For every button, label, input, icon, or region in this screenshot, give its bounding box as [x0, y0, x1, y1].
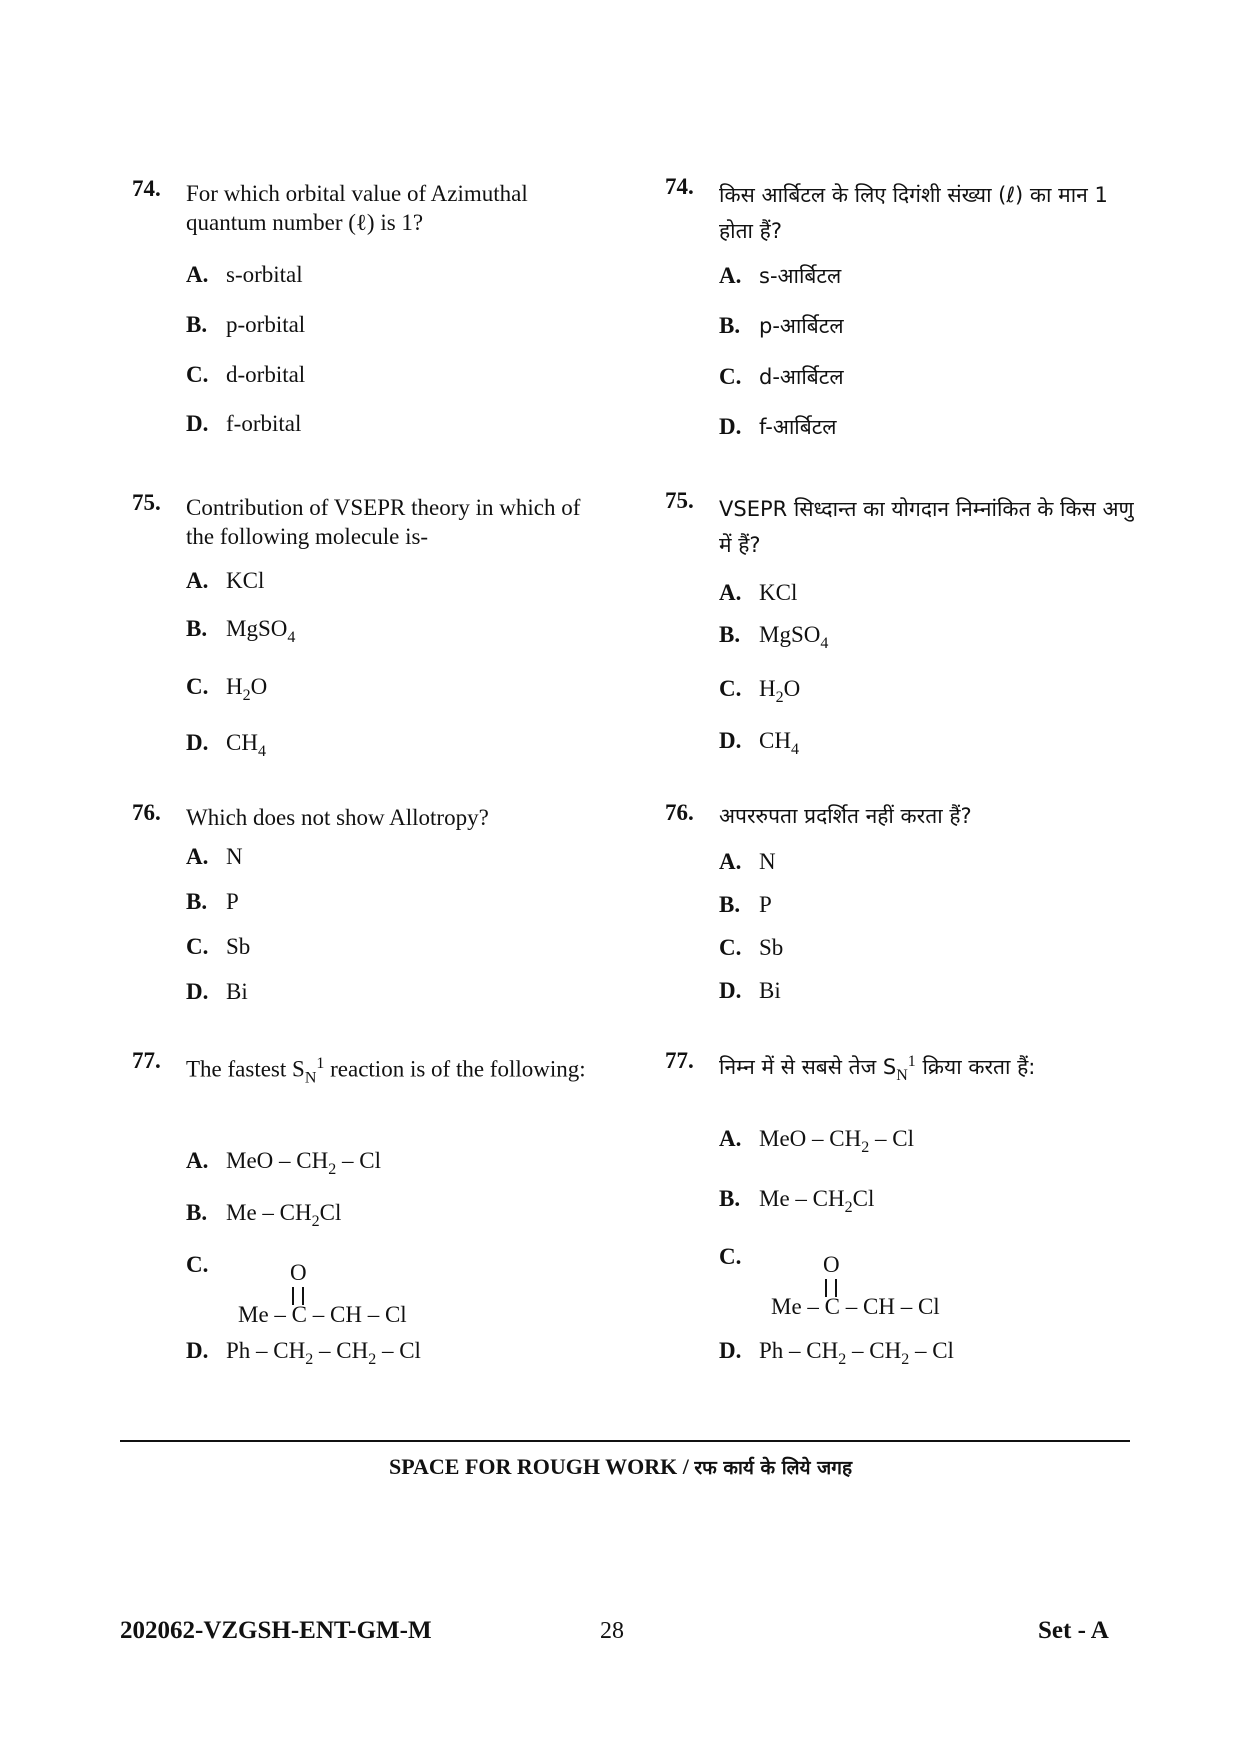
subscript: 2	[311, 1213, 320, 1230]
subscript: 2	[368, 1351, 377, 1368]
option-text: MeO – CH	[759, 1126, 862, 1151]
option-c	[719, 1244, 759, 1270]
option-text-mid: – CH	[313, 1338, 369, 1363]
option-text: N	[759, 849, 776, 874]
option-d	[186, 411, 301, 437]
structure-c	[771, 1252, 971, 1322]
subscript: N	[304, 1069, 317, 1087]
option-letter: B.	[719, 313, 741, 338]
option-letter: A.	[719, 1126, 742, 1151]
option-c	[186, 934, 250, 960]
structure-line: Me – C – CH – Cl	[238, 1302, 407, 1327]
option-text: KCl	[226, 568, 265, 593]
divider-line	[120, 1440, 1130, 1442]
option-d	[186, 730, 266, 761]
option-letter: A.	[719, 263, 742, 288]
option-b	[186, 312, 305, 338]
page-number: 28	[600, 1618, 624, 1644]
option-text-post: O	[783, 676, 801, 701]
option-text: MeO – CH	[226, 1148, 329, 1173]
subscript: 4	[257, 743, 266, 760]
superscript: 1	[316, 1055, 325, 1072]
option-letter: C.	[719, 676, 742, 701]
option-text: f-आर्बिटल	[759, 415, 837, 439]
option-c	[719, 935, 783, 961]
option-a	[719, 849, 776, 875]
question-text-post: क्रिया करता हैं:	[915, 1055, 1036, 1079]
option-b	[719, 312, 844, 340]
option-text-post: Cl	[319, 1200, 342, 1225]
option-letter: C.	[186, 674, 209, 699]
option-letter: B.	[719, 892, 741, 917]
option-text: d-orbital	[226, 362, 306, 387]
option-text: H	[759, 676, 776, 701]
option-a	[186, 1148, 381, 1179]
oxygen-atom: O	[290, 1260, 307, 1285]
question-text: Contribution of VSEPR theory in which of the following molecule is-	[186, 495, 581, 549]
option-a	[719, 1126, 914, 1157]
question-text: अपररुपता प्रदर्शित नहीं करता हैं?	[719, 804, 972, 828]
question-number: 77.	[132, 1048, 161, 1073]
option-d	[719, 413, 837, 441]
option-c	[186, 1252, 226, 1278]
option-letter: A.	[186, 262, 209, 287]
question-text: किस आर्बिटल के लिए दिगंशी संख्या (ℓ) का मान 1 होता हैं?	[719, 183, 1108, 243]
subscript: 4	[790, 741, 799, 758]
option-letter: D.	[719, 414, 742, 439]
option-text-mid: – CH	[846, 1338, 902, 1363]
option-text: CH	[226, 730, 258, 755]
option-d	[719, 1338, 954, 1369]
option-a	[186, 568, 264, 594]
question-number: 75.	[665, 488, 694, 513]
option-letter: D.	[186, 730, 209, 755]
question-number: 77.	[665, 1048, 694, 1073]
option-text: f-orbital	[226, 411, 302, 436]
option-letter: A.	[186, 844, 209, 869]
option-d	[186, 1338, 421, 1369]
option-letter: C.	[719, 935, 742, 960]
question-number: 74.	[665, 174, 694, 199]
subscript: 2	[242, 687, 251, 704]
option-letter: B.	[186, 889, 208, 914]
subscript: 2	[305, 1351, 314, 1368]
option-text: MgSO	[759, 622, 821, 647]
option-letter: D.	[719, 1338, 742, 1363]
subscript: 2	[328, 1161, 337, 1178]
subscript: 2	[901, 1351, 910, 1368]
option-letter: A.	[186, 568, 209, 593]
option-letter: D.	[186, 1338, 209, 1363]
option-d	[719, 728, 799, 759]
subscript: 2	[861, 1139, 870, 1156]
rough-work-en: SPACE FOR ROUGH WORK /	[388, 1454, 695, 1479]
option-text-post: – Cl	[336, 1148, 381, 1173]
option-letter: A.	[719, 849, 742, 874]
option-letter: C.	[186, 362, 209, 387]
question-text-post: reaction is of the following:	[324, 1056, 586, 1082]
option-text: Bi	[226, 979, 248, 1004]
option-text-post: Cl	[852, 1186, 875, 1211]
option-letter: A.	[186, 1148, 209, 1173]
option-text: p-orbital	[226, 312, 306, 337]
option-text: Me – CH	[759, 1186, 845, 1211]
option-b	[719, 622, 828, 653]
option-text-post: – Cl	[909, 1338, 954, 1363]
superscript: 1	[907, 1053, 916, 1070]
question-number: 76.	[665, 800, 694, 825]
option-text: P	[759, 892, 772, 917]
structure-c	[238, 1260, 438, 1330]
option-c	[186, 674, 267, 705]
question-text: For which orbital value of Azimuthal quantum number (ℓ) is 1?	[186, 181, 528, 235]
option-c	[719, 676, 800, 707]
subscript: 4	[820, 635, 829, 652]
option-letter: C.	[186, 934, 209, 959]
option-d	[186, 979, 248, 1005]
option-letter: B.	[186, 312, 208, 337]
structure-line: Me – C – CH – Cl	[771, 1294, 940, 1319]
question-text: Which does not show Allotropy?	[186, 805, 489, 830]
option-a	[719, 262, 841, 290]
option-text: Ph – CH	[759, 1338, 839, 1363]
subscript: 4	[287, 629, 296, 646]
rough-work-label	[0, 1454, 1241, 1480]
option-text: H	[226, 674, 243, 699]
subscript: N	[896, 1067, 908, 1084]
set-label: Set - A	[1038, 1617, 1109, 1644]
option-b	[186, 616, 295, 647]
oxygen-atom: O	[823, 1252, 840, 1277]
question-text-pre: The fastest S	[186, 1056, 305, 1082]
option-letter: D.	[186, 979, 209, 1004]
option-text: Sb	[759, 935, 784, 960]
subscript: 2	[844, 1199, 853, 1216]
option-letter: B.	[719, 622, 741, 647]
option-letter: B.	[186, 616, 208, 641]
option-letter: B.	[719, 1186, 741, 1211]
option-letter: D.	[186, 411, 209, 436]
option-text: P	[226, 889, 239, 914]
option-text: N	[226, 844, 243, 869]
question-text: VSEPR सिध्दान्त का योगदान निम्नांकित के किस अणु में हैं?	[719, 497, 1134, 557]
option-text-post: O	[250, 674, 268, 699]
option-c	[186, 362, 305, 388]
option-a	[719, 580, 797, 606]
option-letter: B.	[186, 1200, 208, 1225]
option-text: KCl	[759, 580, 798, 605]
option-a	[186, 262, 303, 288]
option-b	[186, 889, 239, 915]
option-c	[719, 363, 844, 391]
option-text-post: – Cl	[376, 1338, 421, 1363]
subscript: 2	[838, 1351, 847, 1368]
option-text: MgSO	[226, 616, 288, 641]
option-text: CH	[759, 728, 791, 753]
question-text	[719, 1044, 1139, 1094]
question-text-pre: निम्न में से सबसे तेज S	[719, 1055, 897, 1079]
rough-work-hi: रफ कार्य के लिये जगह	[694, 1457, 853, 1479]
option-b	[719, 892, 772, 918]
question-number: 74.	[132, 176, 161, 201]
option-text: Bi	[759, 978, 781, 1003]
option-letter: D.	[719, 728, 742, 753]
option-letter: A.	[719, 580, 742, 605]
question-text	[186, 1042, 606, 1101]
option-a	[186, 844, 243, 870]
option-text: Me – CH	[226, 1200, 312, 1225]
option-b	[186, 1200, 341, 1231]
option-text-post: – Cl	[869, 1126, 914, 1151]
question-number: 75.	[132, 490, 161, 515]
option-letter: D.	[719, 978, 742, 1003]
option-text: p-आर्बिटल	[759, 314, 844, 338]
option-text: Sb	[226, 934, 251, 959]
option-text: s-orbital	[226, 262, 303, 287]
option-text: d-आर्बिटल	[759, 365, 844, 389]
option-letter: C.	[186, 1252, 209, 1277]
option-letter: C.	[719, 364, 742, 389]
subscript: 2	[775, 689, 784, 706]
question-number: 76.	[132, 800, 161, 825]
option-d	[719, 978, 781, 1004]
option-letter: C.	[719, 1244, 742, 1269]
option-text: Ph – CH	[226, 1338, 306, 1363]
paper-code: 202062-VZGSH-ENT-GM-M	[120, 1617, 432, 1644]
option-b	[719, 1186, 874, 1217]
option-text: s-आर्बिटल	[759, 264, 842, 288]
